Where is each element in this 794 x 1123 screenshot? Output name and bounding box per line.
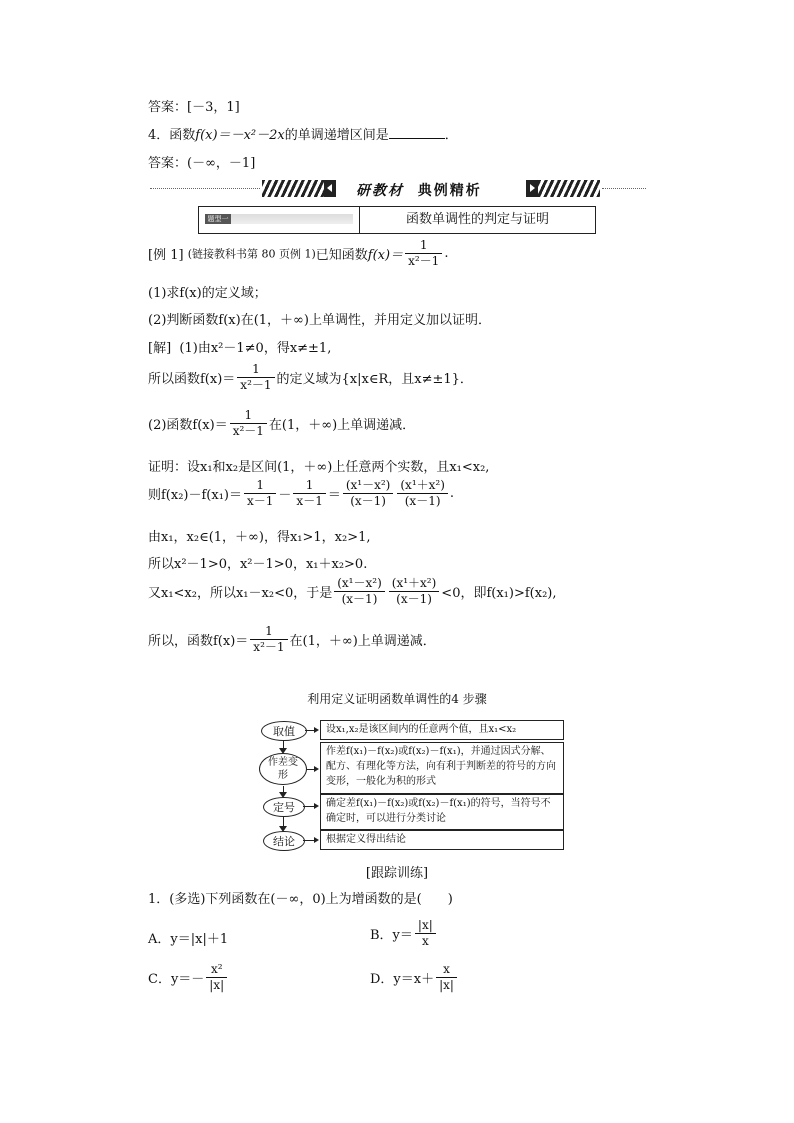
flow-title: 利用定义证明函数单调性的4 步骤 bbox=[307, 692, 487, 706]
example-label: [例 1] bbox=[148, 248, 184, 263]
topic-title: 函数单调性的判定与证明 bbox=[405, 212, 549, 227]
example-end: . bbox=[444, 246, 449, 261]
solution-fraction bbox=[230, 408, 267, 439]
banner-arrow-left-icon bbox=[324, 180, 336, 197]
banner-title bbox=[356, 180, 482, 200]
proof-fraction-4 bbox=[389, 576, 440, 607]
proof-fraction-1 bbox=[244, 478, 276, 509]
proof-conclusion bbox=[148, 624, 436, 655]
fraction-numerator: 1 bbox=[250, 624, 287, 640]
flow-step-desc: 确定差f(x₁)－f(x₂)或f(x₂)－f(x₁)的符号，当符号不确定时，可以进行分类讨论 bbox=[320, 794, 564, 830]
proof-line-3: 由x₁，x₂∈(1，＋∞)，得x₁>1，x₂>1, bbox=[148, 530, 371, 545]
proof-fraction-2 bbox=[293, 478, 325, 509]
flow-step-desc: 作差f(x₁)－f(x₂)或f(x₂)－f(x₁)，并通过因式分解、配方、有理化等方法，向有利于判断差的符号的方向变形，一般化为积的形式 bbox=[320, 742, 564, 794]
proof-pre: 则f(x₂)－f(x₁)＝ bbox=[148, 488, 242, 503]
banner-arrow-right-icon bbox=[526, 180, 538, 197]
flow-arrow-icon bbox=[314, 837, 319, 843]
fraction-numerator: (x¹＋x²) bbox=[389, 576, 440, 592]
fraction-denominator: (x－1) bbox=[396, 592, 432, 606]
solution-step-2 bbox=[148, 362, 473, 393]
fraction-numerator: 1 bbox=[244, 478, 276, 494]
conclusion-fraction bbox=[250, 624, 287, 655]
fraction-numerator: |x| bbox=[415, 918, 436, 934]
proof-end: . bbox=[449, 486, 455, 501]
proof-line-1: 证明：设x₁和x₂是区间(1，＋∞)上任意两个实数，且x₁<x₂, bbox=[148, 460, 490, 475]
option-d-fraction bbox=[436, 962, 457, 993]
option-d bbox=[370, 962, 459, 993]
example-lead: 已知函数 bbox=[315, 248, 368, 263]
proof-pre: 又x₁<x₂，所以x₁－x₂<0，于是 bbox=[148, 586, 333, 601]
fraction-denominator: (x－1) bbox=[341, 592, 378, 606]
option-c bbox=[148, 962, 229, 993]
fraction-numerator: 1 bbox=[293, 478, 325, 494]
solution-pre: 所以函数f(x)＝ bbox=[148, 372, 236, 387]
example-fraction bbox=[405, 238, 442, 269]
example-func-prefix: f(x)＝ bbox=[367, 248, 404, 263]
flow-step-label: 定号 bbox=[263, 797, 305, 817]
question-number: 4． bbox=[148, 128, 170, 143]
fraction-denominator: x bbox=[421, 934, 429, 948]
banner-divider-left bbox=[150, 188, 260, 189]
solution-post: 的定义域为{x|x∈R，且x≠±1}． bbox=[276, 372, 473, 387]
proof-line-4: 所以x²－1>0，x²－1>0，x₁＋x₂>0. bbox=[148, 557, 368, 572]
part-2: (2)判断函数f(x)在(1，＋∞)上单调性，并用定义加以证明． bbox=[148, 313, 491, 328]
flow-step-label: 取值 bbox=[261, 721, 307, 741]
proof-fraction-4 bbox=[397, 478, 448, 509]
flow-step-desc: 根据定义得出结论 bbox=[320, 830, 564, 850]
question-4 bbox=[148, 124, 458, 143]
option-b-fraction bbox=[415, 918, 436, 949]
banner-sub: 典例精析 bbox=[417, 183, 482, 199]
fraction-denominator: |x| bbox=[439, 978, 454, 992]
banner-stripe-left bbox=[262, 180, 324, 197]
practice-question-1: 1．(多选)下列函数在(－∞，0)上为增函数的是( ) bbox=[148, 892, 453, 907]
fraction-denominator: x²－1 bbox=[240, 378, 272, 392]
answer-label: 答案： bbox=[148, 100, 188, 115]
flow-step-label: 作差变形 bbox=[259, 753, 307, 785]
solution-post: 在(1，＋∞)上单调递减． bbox=[268, 418, 416, 433]
fraction-denominator: x－1 bbox=[296, 494, 323, 508]
practice-title: [跟踪训练] bbox=[365, 866, 429, 881]
part-1: (1)求f(x)的定义域； bbox=[148, 286, 267, 301]
fraction-numerator: x² bbox=[206, 962, 227, 978]
solution-text: (1)由x²－1≠0，得x≠±1, bbox=[179, 341, 332, 356]
fraction-denominator: (x－1) bbox=[350, 494, 386, 508]
answer-line-2 bbox=[148, 152, 255, 171]
flow-arrow-icon bbox=[314, 727, 319, 733]
flow-arrow-icon bbox=[314, 803, 319, 809]
proof-fraction-3 bbox=[334, 576, 385, 607]
flow-step-label: 结论 bbox=[263, 831, 305, 851]
option-b bbox=[370, 918, 438, 949]
fraction-denominator: x²－1 bbox=[408, 254, 440, 268]
fraction-numerator: 1 bbox=[237, 362, 274, 378]
option-b-pre: B．y＝ bbox=[370, 928, 413, 943]
conclusion-post: 在(1，＋∞)上单调递减． bbox=[289, 634, 436, 649]
fraction-numerator: x bbox=[436, 962, 457, 978]
proof-line-2 bbox=[148, 478, 454, 509]
answer-value: (－∞，－1] bbox=[187, 156, 256, 171]
fraction-denominator: x²－1 bbox=[232, 424, 264, 438]
equals-sign: ＝ bbox=[327, 488, 341, 503]
fraction-numerator: (x¹＋x²) bbox=[397, 478, 448, 494]
fraction-numerator: (x¹－x²) bbox=[343, 478, 394, 494]
proof-fraction-3 bbox=[343, 478, 394, 509]
topic-tag: 题型一 bbox=[205, 214, 231, 224]
topic-box bbox=[198, 206, 596, 234]
question-end: ． bbox=[444, 128, 458, 143]
proof-line-5 bbox=[148, 576, 556, 607]
fraction-numerator: 1 bbox=[230, 408, 267, 424]
example-source: (链接教科书第 80 页例 1) bbox=[187, 247, 316, 261]
solution-label: [解] bbox=[148, 341, 172, 356]
flow-step-desc: 设x₁,x₂是该区间内的任意两个值，且x₁<x₂ bbox=[320, 720, 564, 740]
fraction-denominator: |x| bbox=[209, 978, 225, 992]
question-function: f(x)＝－x²－2x bbox=[195, 128, 285, 143]
banner-divider-right bbox=[602, 188, 646, 189]
option-c-fraction bbox=[206, 962, 227, 993]
banner-main: 研教材 bbox=[356, 183, 404, 199]
fraction-numerator: 1 bbox=[405, 238, 442, 254]
answer-value: [－3，1] bbox=[187, 100, 240, 115]
minus-sign: － bbox=[278, 488, 292, 503]
option-c-pre: C．y＝－ bbox=[148, 972, 205, 987]
option-a: A．y＝|x|＋1 bbox=[148, 932, 229, 947]
example-1 bbox=[148, 238, 448, 269]
answer-line-1 bbox=[148, 96, 240, 115]
fraction-numerator: (x¹－x²) bbox=[334, 576, 385, 592]
question-text-pre: 函数 bbox=[169, 128, 196, 143]
answer-blank bbox=[389, 126, 445, 139]
solution-pre: (2)函数f(x)＝ bbox=[148, 418, 228, 433]
option-d-pre: D．y＝x＋ bbox=[370, 972, 435, 987]
flow-arrow-icon bbox=[314, 766, 319, 772]
answer-label: 答案： bbox=[148, 156, 188, 171]
question-text-post: 的单调递增区间是 bbox=[284, 128, 389, 143]
proof-post: <0，即f(x₁)>f(x₂), bbox=[441, 586, 557, 601]
conclusion-pre: 所以，函数f(x)＝ bbox=[148, 634, 249, 649]
fraction-denominator: (x－1) bbox=[404, 494, 441, 508]
solution-step-1 bbox=[148, 337, 331, 356]
banner-stripe-right bbox=[538, 180, 600, 197]
fraction-denominator: x²－1 bbox=[253, 640, 285, 654]
fraction-denominator: x－1 bbox=[247, 494, 274, 508]
solution-fraction bbox=[237, 362, 274, 393]
solution-step-3 bbox=[148, 408, 415, 439]
topic-tag-cell bbox=[199, 207, 360, 233]
